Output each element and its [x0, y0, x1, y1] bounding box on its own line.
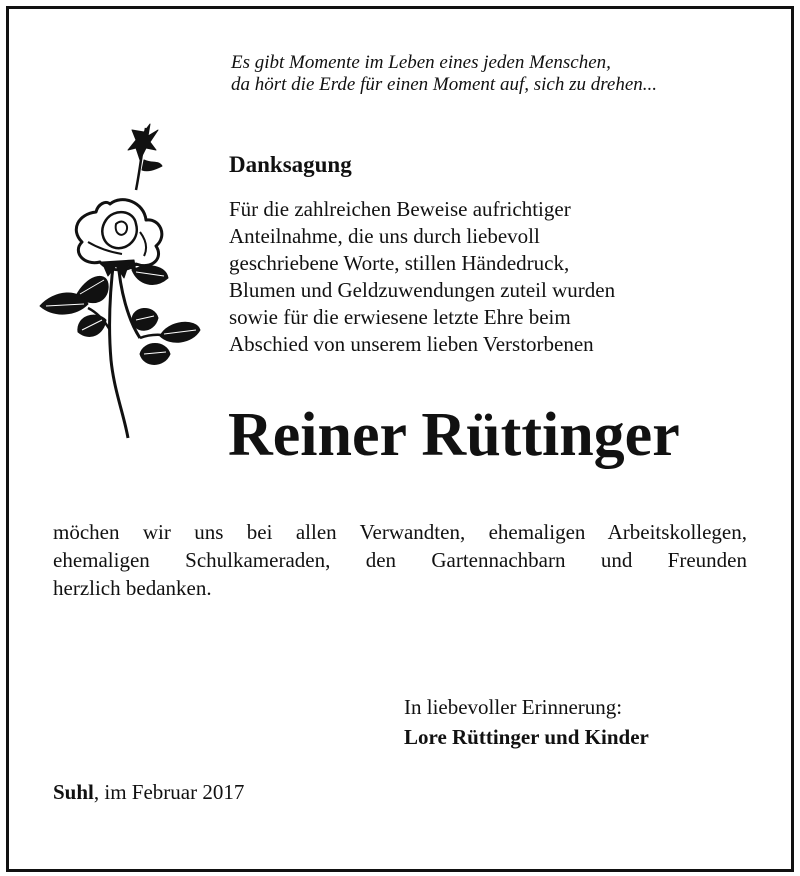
intro-line: Anteilnahme, die uns durch liebevoll: [229, 224, 540, 248]
opening-quote: [231, 52, 771, 96]
quote-line-2: da hört die Erde für einen Moment auf, sich zu drehen...: [231, 74, 658, 95]
place-city: Suhl: [53, 780, 94, 804]
place-date: [53, 780, 244, 805]
quote-line-1: Es gibt Momente im Leben eines jeden Menschen,: [231, 52, 611, 73]
date-text: , im Februar 2017: [93, 780, 245, 804]
thanks-line: herzlich bedanken.: [53, 576, 212, 600]
deceased-name: Reiner Rüttinger: [228, 401, 680, 469]
rose-icon: [36, 120, 208, 445]
intro-paragraph: [229, 196, 749, 358]
closing-phrase: In liebevoller Erinnerung:: [404, 695, 623, 719]
heading-danksagung: Danksagung: [229, 152, 352, 177]
intro-line: geschriebene Worte, stillen Händedruck,: [229, 251, 570, 275]
thanks-line: ehemaligen Schulkameraden, den Gartennachbarn und Freunden: [53, 548, 747, 572]
intro-line: Abschied von unserem lieben Verstorbenen: [229, 332, 594, 356]
intro-line: Für die zahlreichen Beweise aufrichtiger: [229, 197, 571, 221]
thanks-line: möchen wir uns bei allen Verwandten, ehemaligen Arbeitskollegen,: [53, 520, 747, 544]
signers: Lore Rüttinger und Kinder: [404, 725, 649, 749]
intro-line: sowie für die erwiesene letzte Ehre beim: [229, 305, 571, 329]
thanks-paragraph: [53, 518, 747, 602]
intro-line: Blumen und Geldzuwendungen zuteil wurden: [229, 278, 616, 302]
closing-block: [404, 692, 649, 752]
